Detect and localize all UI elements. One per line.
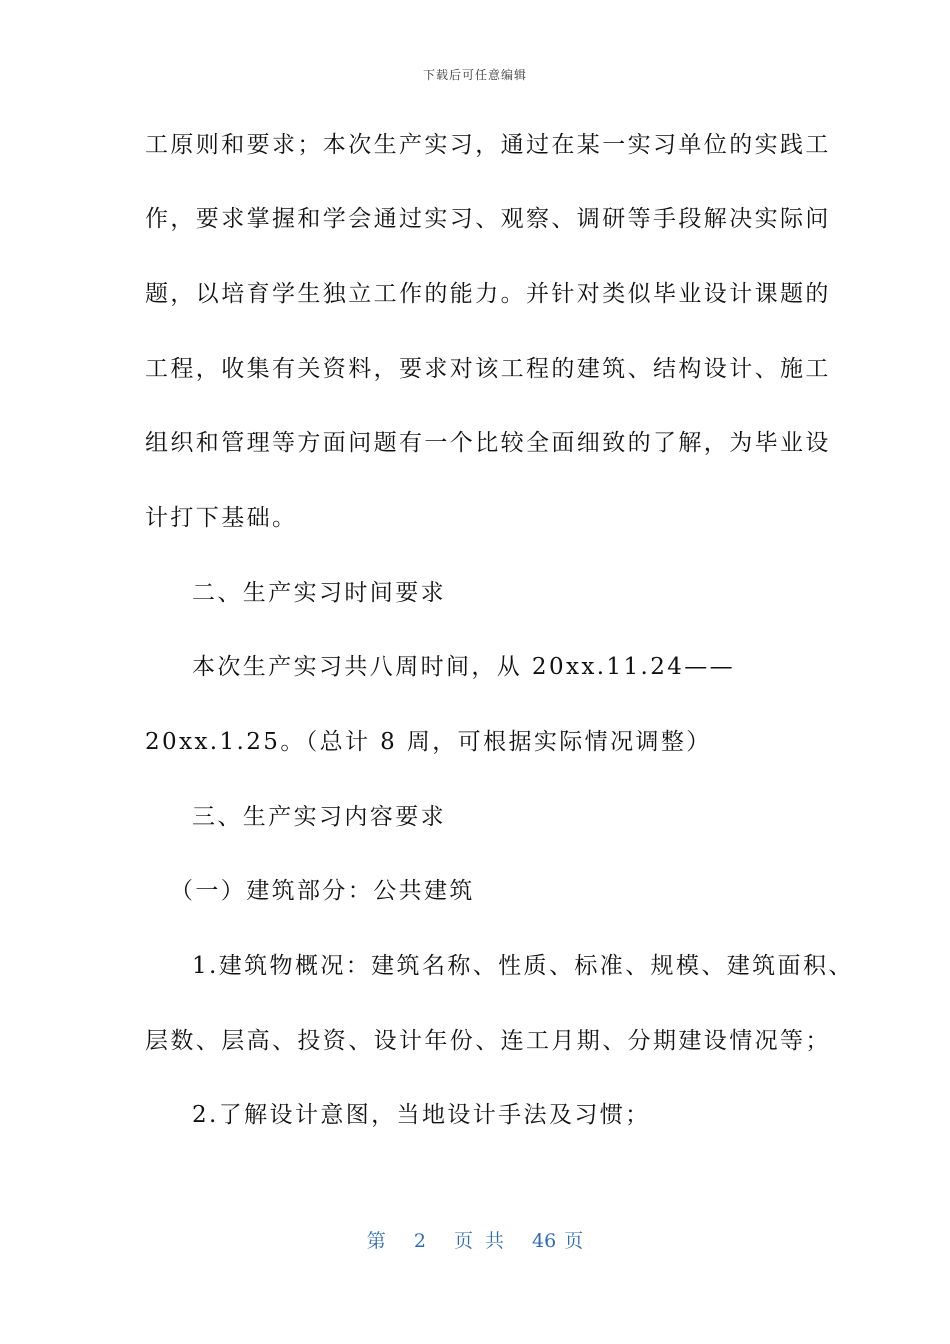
footer-current-page: 2 xyxy=(413,1230,426,1252)
page-footer xyxy=(0,1226,950,1253)
page-header: 下载后可任意编辑 xyxy=(422,68,527,82)
footer-label-page: 第 xyxy=(366,1230,386,1252)
list-item-1-line-2: 层数、层高、投资、设计年份、连工月期、分期建设情况等； xyxy=(145,1028,831,1054)
paragraph-line-1: 工原则和要求；本次生产实习，通过在某一实习单位的实践工 xyxy=(145,132,831,158)
footer-total-pages: 46 xyxy=(532,1230,557,1252)
footer-label-pages: 页 xyxy=(564,1230,584,1252)
list-item-1-line-1: 1.建筑物概况：建筑名称、性质、标准、规模、建筑面积、 xyxy=(192,953,854,979)
paragraph-line-4: 工程，收集有关资料，要求对该工程的建筑、结构设计、施工 xyxy=(145,356,831,382)
paragraph-line-6: 计打下基础。 xyxy=(145,505,298,531)
footer-label-of: 页 共 xyxy=(453,1230,504,1252)
paragraph-time-line-2: 20xx.1.25。（总计 8 周，可根据实际情况调整） xyxy=(145,729,712,755)
paragraph-line-5: 组织和管理等方面问题有一个比较全面细致的了解，为毕业设 xyxy=(145,430,831,456)
list-item-2: 2.了解设计意图，当地设计手法及习惯； xyxy=(192,1102,651,1128)
paragraph-line-3: 题，以培育学生独立工作的能力。并针对类似毕业设计课题的 xyxy=(145,281,831,307)
paragraph-time-line-1: 本次生产实习共八周时间，从 20xx.11.24—— xyxy=(192,654,736,680)
subsection-heading-architecture: （一）建筑部分：公共建筑 xyxy=(170,878,475,904)
section-heading-content: 三、生产实习内容要求 xyxy=(192,804,446,830)
paragraph-line-2: 作，要求掌握和学会通过实习、观察、调研等手段解决实际问 xyxy=(145,206,831,232)
section-heading-time: 二、生产实习时间要求 xyxy=(192,580,446,606)
